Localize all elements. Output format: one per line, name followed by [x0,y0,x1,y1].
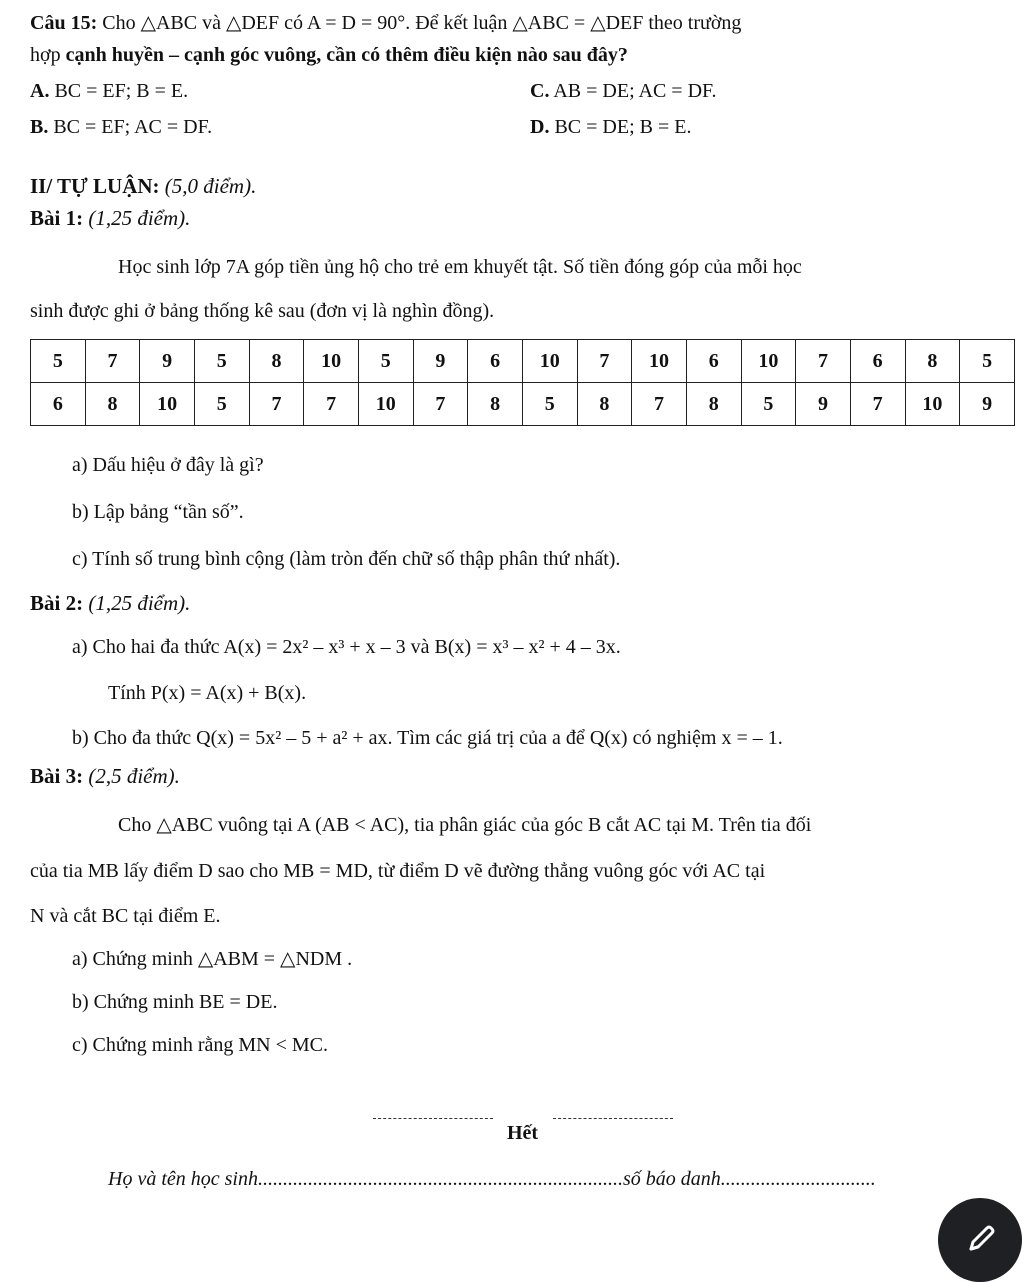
table-cell: 10 [905,383,960,426]
table-cell: 10 [140,383,195,426]
section-title: II/ TỰ LUẬN: [30,174,165,198]
dotted-fill: ............................... [720,1168,876,1190]
table-cell: 7 [413,383,468,426]
table-cell: 8 [577,383,632,426]
exercise-score: (2,5 điểm). [88,764,180,788]
option-c [530,78,717,104]
table-cell: 5 [522,383,577,426]
table-cell: 8 [85,383,140,426]
table-cell: 7 [796,340,851,383]
candidate-number-label: số báo danh [622,1168,721,1190]
section-score: (5,0 điểm). [164,174,257,198]
exercise-title: Bài 3: [30,764,89,788]
option-key: A. [30,80,50,102]
table-cell: 5 [960,340,1015,383]
exercise-score: (1,25 điểm). [88,591,191,615]
student-name-label: Họ và tên học sinh [108,1168,258,1190]
edit-fab-button[interactable] [938,1198,1022,1282]
table-cell: 10 [522,340,577,383]
bai3-question-a: a) Chứng minh △ABM = △NDM . [72,948,353,970]
option-text: BC = DE; B = E. [549,116,692,138]
table-cell: 5 [194,340,249,383]
table-cell: 8 [905,340,960,383]
bai1-question-a: a) Dấu hiệu ở đây là gì? [72,454,264,476]
table-cell: 9 [796,383,851,426]
bai2-question-a2: Tính P(x) = A(x) + B(x). [108,682,307,704]
statistics-table [30,339,1015,426]
table-cell: 6 [468,340,523,383]
table-cell: 7 [577,340,632,383]
bai1-question-c: c) Tính số trung bình cộng (làm tròn đến chữ số thập phân thứ nhất). [72,548,621,570]
question-text-bold: cạnh huyền – cạnh góc vuông, cần có thêm điều kiện nào sau đây? [65,44,628,66]
student-name-field [108,1166,876,1192]
exercise-score: (1,25 điểm). [88,206,191,230]
table-cell: 7 [85,340,140,383]
option-text: BC = EF; AC = DF. [48,116,213,138]
option-d [530,114,691,140]
option-text: BC = EF; B = E. [49,80,189,102]
table-cell: 7 [850,383,905,426]
bai1-paragraph-2: sinh được ghi ở bảng thống kê sau (đơn vị là nghìn đồng). [30,300,495,322]
table-cell: 7 [632,383,687,426]
table-row [31,340,1015,383]
option-key: D. [530,116,550,138]
exercise-title: Bài 1: [30,206,89,230]
table-cell: 9 [960,383,1015,426]
bai3-question-b: b) Chứng minh BE = DE. [72,991,278,1013]
question-text: Cho △ABC và △DEF có A = D = 90°. Để kết luận △ABC = △DEF theo trường [97,12,742,34]
table-cell: 10 [741,340,796,383]
table-cell: 6 [686,340,741,383]
table-cell: 9 [413,340,468,383]
table-cell: 10 [304,340,359,383]
table-cell: 5 [31,340,86,383]
table-cell: 10 [632,340,687,383]
option-text: AB = DE; AC = DF. [549,80,717,102]
dashes-right [553,1118,673,1119]
pencil-icon [960,1220,1000,1260]
table-cell: 7 [304,383,359,426]
bai2-question-b: b) Cho đa thức Q(x) = 5x² – 5 + a² + ax. Tìm các giá trị của a để Q(x) có nghiệm x = – 1. [72,727,783,749]
bai3-paragraph-3: N và cắt BC tại điểm E. [30,905,221,927]
dashes-left [373,1118,493,1119]
table-cell: 6 [850,340,905,383]
bai3-question-c: c) Chứng minh rằng MN < MC. [72,1034,328,1056]
table-cell: 8 [686,383,741,426]
option-key: C. [530,80,550,102]
bai3-paragraph-1: Cho △ABC vuông tại A (AB < AC), tia phân giác của góc B cắt AC tại M. Trên tia đối [118,814,812,836]
table-cell: 5 [741,383,796,426]
bai2-question-a: a) Cho hai đa thức A(x) = 2x² – x³ + x – 3 và B(x) = x³ – x² + 4 – 3x. [72,636,621,658]
option-key: B. [30,116,49,138]
cau15-line1 [30,10,741,36]
table-cell: 10 [358,383,413,426]
bai2-title [30,590,190,616]
cau15-line2 [30,42,628,68]
table-cell: 5 [194,383,249,426]
bai3-paragraph-2: của tia MB lấy điểm D sao cho MB = MD, từ điểm D vẽ đường thẳng vuông góc với AC tại [30,860,766,882]
end-label: Hết [507,1122,539,1144]
bai3-title [30,763,180,789]
bai1-title [30,205,190,231]
exercise-title: Bài 2: [30,591,89,615]
dotted-fill: ......................................................................... [257,1168,623,1190]
question-text: hợp [30,44,66,66]
table-cell: 6 [31,383,86,426]
option-a [30,78,188,104]
table-cell: 5 [358,340,413,383]
bai1-paragraph-1: Học sinh lớp 7A góp tiền ủng hộ cho trẻ em khuyết tật. Số tiền đóng góp của mỗi học [118,256,802,278]
question-number: Câu 15: [30,12,98,34]
table-row [31,383,1015,426]
option-b [30,114,212,140]
table-cell: 7 [249,383,304,426]
table-cell: 8 [468,383,523,426]
bai1-question-b: b) Lập bảng “tần số”. [72,501,244,523]
table-cell: 9 [140,340,195,383]
table-cell: 8 [249,340,304,383]
part-ii-title [30,173,256,199]
